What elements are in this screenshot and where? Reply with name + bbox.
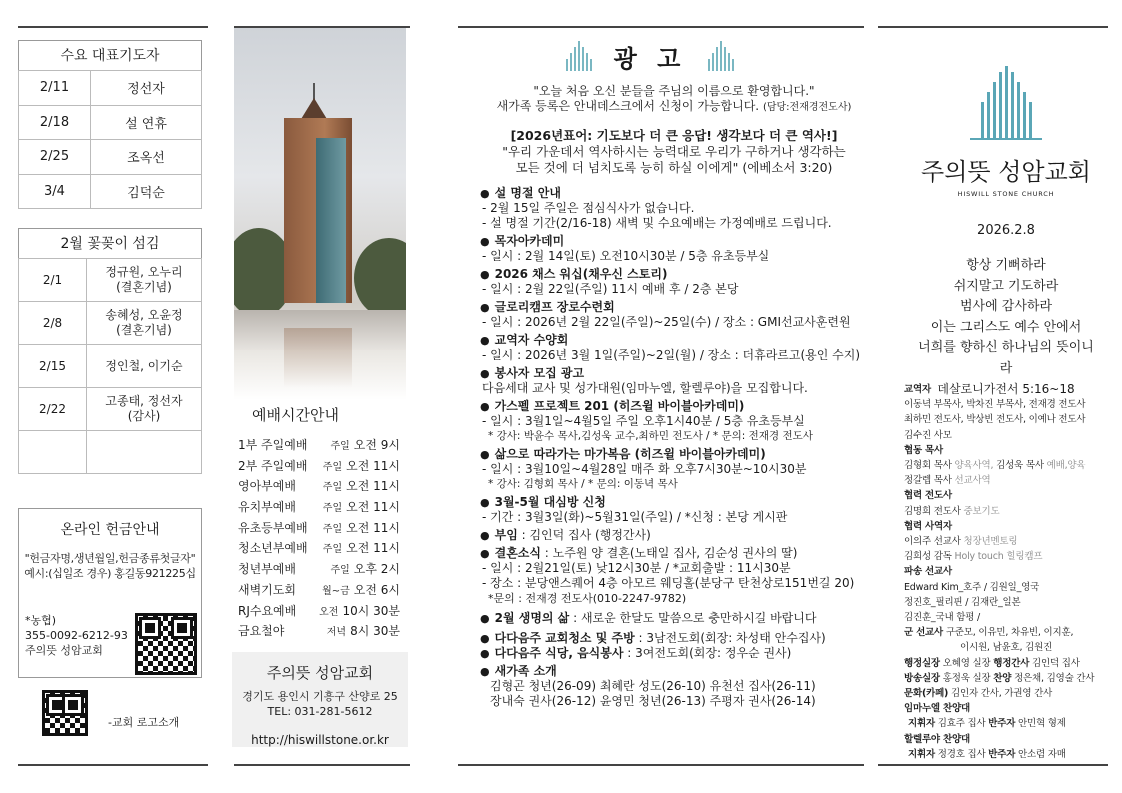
verse-line: 항상 기뻐하라 [966,258,1046,273]
table-row [19,71,202,106]
service-day: 주일 [330,565,350,577]
staff-line: 김진훈_국내 함평 / [904,612,981,624]
staff-list [904,382,1104,762]
service-times-list [238,436,400,643]
staff-name: 정갈렙 목사 [904,475,952,487]
announcement-item [480,546,872,606]
theme-line: "우리 가운데서 역사하시는 능력대로 우리가 구하거나 생각하는 [502,144,846,159]
staff-names: 김효주 집사 [934,718,989,730]
row-note: (결혼기념) [116,280,172,294]
welcome-text: 새가족 등록은 안내데스크에서 신청이 가능합니다. [496,99,760,113]
theme-title: [2026년표어: 기도보다 더 큰 응답! 생각보다 더 큰 역사!] [510,128,838,143]
service-name: 새벽기도회 [238,582,296,597]
staff-name: 김명희 전도사 [904,505,961,517]
announcement-item [480,664,872,709]
row-name: 정선자 [91,71,202,106]
staff-line [904,504,1104,519]
announcement-item [480,366,872,396]
address-line: 경기도 용인시 기흥구 산양로 25 [242,690,398,703]
row-note: (결혼기념) [116,323,172,337]
service-row [238,602,400,623]
announcement-item [480,646,872,661]
staff-names: 김인자 간사, 가권영 간사 [948,688,1053,700]
verse-line: 너희를 향하신 하나님의 뜻이니라 [918,340,1094,376]
announcement-title: 결혼소식 [494,546,541,560]
row-date: 2/8 [19,302,87,345]
announcement-detail: - 일시 : 2026년 2월 22일(주일)~25일(수) / 장소 : GMI선교사훈련원 [482,315,851,329]
staff-role: 양육사역, [951,460,997,472]
theme-line: 모든 것에 더 넘치도록 능히 하실 이에게" (에베소서 3:20) [515,160,833,175]
service-time: 오전 11시 [346,479,400,494]
announcement-item [480,267,872,297]
giving-notice [19,551,201,581]
announcement-title: ● 교역자 수양회 [480,333,872,348]
online-giving-box [18,508,202,678]
announcement-item [480,631,872,646]
service-name: RJ수요예배 [238,603,297,618]
verse-line: 이는 그리스도 예수 안에서 [930,319,1082,335]
announcement-detail: - 일시 : 2월 22일(주일) 11시 예배 후 / 2층 본당 [482,282,739,296]
row-date: 2/11 [19,71,91,106]
staff-heading: 지휘자 [908,718,935,730]
bank-name: *농협) [25,614,57,627]
account-holder: 주의뜻 성암교회 [25,644,103,657]
staff-name: 이의주 선교사 [904,536,961,548]
logo-qr-code[interactable] [42,690,88,736]
announcement-item [480,300,872,330]
staff-role: 예배,양육 [1043,460,1086,472]
table-row [19,140,202,175]
staff-role: 중보기도 [960,505,1000,517]
announcement-detail: : 3여전도회(회장: 정우순 권사) [623,646,792,660]
row-date: 2/1 [19,259,87,302]
announcement-note: *문의 : 전재경 전도사(010-2247-9782) [488,592,687,605]
announcement-detail: - 설 명절 기간(2/16-18) 새벽 및 수요예배는 가정예배로 드립니다. [482,216,832,230]
service-name: 1부 주일예배 [238,438,308,452]
welcome-note: (담당:전재경전도사) [762,102,852,113]
announcement-list [480,186,872,712]
bible-verse [912,256,1100,400]
row-date: 3/4 [19,174,91,209]
staff-line [904,473,1104,488]
announcement-detail: 다음세대 교사 및 성가대원(임마누엘, 할렐루야)을 모집합니다. [482,381,808,395]
empty-cell [19,431,87,474]
table-row [19,302,202,345]
bulletin-date: 2026.2.8 [977,223,1035,238]
service-row [238,436,400,457]
church-title: 주의뜻 성암교회 [921,158,1091,186]
ads-header [566,38,734,74]
year-theme [476,128,872,176]
staff-heading: 찬양 [993,672,1012,684]
staff-line: 이동녁 부목사, 박차진 부목사, 전재경 전도사 [904,399,1086,411]
staff-line: 최하민 전도사, 박상빈 전도사, 이예나 전도사 [904,414,1086,426]
announcement-note: * 강사: 박윤수 목사,김성욱 교수,최하민 전도사 / * 문의: 전재경 전도사 [488,430,813,442]
announcement-detail: - 일시 : 2월21일(토) 낮12시30분 / *교회출발 : 11시30분 [482,561,791,575]
church-contact-box [232,652,408,747]
top-rule [458,26,864,28]
logo-intro-label: -교회 로고소개 [108,716,180,729]
announcement-title: ● 새가족 소개 [480,664,872,679]
announcement-item [480,447,872,492]
service-time: 오후 2시 [353,562,400,577]
table-row [19,259,202,302]
service-day: 월~금 [322,585,350,597]
row-names [87,259,202,302]
top-rule [878,26,1108,28]
row-date: 2/22 [19,388,87,431]
announcement-title: ● 삶으로 따라가는 마가복음 (히즈윌 바이블아카데미) [480,447,872,462]
phone-line: TEL: 031-281-5612 [267,705,373,718]
announcement-title: 다다음주 식당, 음식봉사 [494,646,624,660]
row-date: 2/15 [19,345,87,388]
service-day: 주일 [322,461,343,473]
service-row [238,581,400,602]
row-name: 고종태, 정선자 [105,394,183,408]
staff-role: 청장년멘토링 [960,536,1018,548]
staff-name: 김희성 감독 [904,551,952,563]
service-times-title: 예배시간안내 [252,406,339,424]
flower-title: 2월 꽃꽂이 섬김 [18,228,202,258]
row-name: 정인철, 이기순 [105,358,183,373]
giving-title: 온라인 헌금안내 [60,522,160,538]
staff-line [904,747,1104,762]
announcement-detail: - 장소 : 분당앤스퀘어 4층 아모르 웨딩홀(분당구 탄천상로151번길 20) [482,576,855,590]
announcement-title: ● 3월-5월 대심방 신청 [480,495,872,510]
staff-names: 정경호 집사 [934,748,989,760]
staff-heading: 임마누엘 찬양대 [904,703,970,715]
staff-names: 정은채, 김영술 간사 [1011,672,1095,684]
staff-names: 오혜영 실장 [939,657,994,669]
service-row [238,477,400,498]
announcement-title: ● 글로리캠프 장로수련회 [480,300,872,315]
announcement-item [480,495,872,525]
announcement-detail: - 일시 : 2026년 3월 1일(주일)~2일(월) / 장소 : 더휴라르고(용인 수지) [482,348,861,362]
verse-line: 쉬지말고 기도하라 [953,278,1059,294]
giving-notice-line: 예시:(십일조 경우) 홍길동921225십 [24,567,196,580]
row-name: 정규원, 오누리 [105,265,183,279]
ads-title: 광 고 [613,44,687,73]
staff-heading: 반주자 [988,718,1016,730]
service-time: 10시 30분 [342,603,400,618]
staff-heading: 방송실장 [904,672,940,684]
bottom-rule [878,764,1108,766]
bottom-rule [234,764,410,766]
service-row [238,457,400,478]
staff-heading: 파송 선교사 [904,566,952,578]
announcement-detail: : 김인덕 집사 (행정간사) [517,528,651,542]
announcement-detail: - 2월 15일 주일은 점심식사가 없습니다. [482,201,695,215]
announcement-note: * 강사: 김형회 목사 / * 문의: 이동녁 목사 [488,478,678,490]
staff-name: 김형회 목사 [904,460,952,472]
service-name: 청소년부예배 [238,541,308,556]
announcement-item [480,234,872,264]
staff-line [904,656,1104,671]
announcement-title: 부임 [494,528,518,542]
prayer-table [18,40,202,209]
row-names [87,388,202,431]
service-row [238,519,400,540]
announcement-detail: 김형곤 청년(26-09) 최혜란 성도(26-10) 유천선 집사(26-11) [490,679,816,693]
welcome-line [476,99,872,115]
welcome-line: "오늘 처음 오신 분들을 주님의 이름으로 환영합니다." [533,84,815,98]
service-name: 2부 주일예배 [238,458,308,473]
service-name: 유초등부예배 [238,520,308,535]
staff-line: Edward Kim_호주 / 김원일_영국 [904,581,1040,593]
announcement-item [480,333,872,363]
church-building-photo [234,28,406,400]
staff-line [904,625,1104,640]
announcement-detail: - 일시 : 3월10일~4월28일 매주 화 오후7시30분~10시30분 [482,462,807,476]
church-logo-icon [970,66,1042,138]
service-name: 금요철야 [238,624,285,639]
announcement-title: 다다음주 교회청소 및 주방 [494,631,635,645]
verse-reference: 데살로니가전서 5:16~18 [937,382,1075,396]
row-note: (감사) [127,409,161,423]
staff-line [904,716,1104,731]
service-name: 영아부예배 [238,479,296,494]
row-names [87,345,202,388]
church-logo-icon [708,41,734,71]
verse-line: 범사에 감사하라 [959,299,1053,314]
row-name: 김덕순 [91,174,202,209]
service-time: 오전 9시 [353,438,400,452]
service-time: 오전 6시 [353,582,400,597]
staff-line: 정진호_필리핀 / 김재란_일본 [904,596,1021,608]
announcement-title: ● 목자아카데미 [480,234,872,249]
staff-heading: 군 선교사 [904,627,944,639]
staff-heading: 반주자 [988,748,1016,760]
announcement-item [480,528,872,543]
bottom-rule [458,764,864,766]
service-time: 오전 11시 [346,458,400,473]
row-name: 설 연휴 [91,105,202,140]
announcement-title: ● 가스펠 프로젝트 201 (히즈윌 바이블아카데미) [480,399,872,414]
account-number: 355-0092-6212-93 [25,629,128,642]
announcement-item [480,611,872,626]
bottom-rule [18,764,208,766]
staff-heading: 협동 목사 [904,444,944,456]
welcome-message [476,84,872,115]
staff-name: 김성욱 목사 [996,460,1044,472]
service-row [238,498,400,519]
logo-base-line [970,138,1042,140]
service-time: 8시 30분 [350,624,400,639]
row-name: 조옥선 [91,140,202,175]
staff-heading: 문화(카페) [904,688,949,700]
service-day: 주일 [322,482,343,494]
flower-table [18,228,202,474]
giving-qr-code[interactable] [135,613,197,675]
service-time: 오전 11시 [346,500,400,515]
staff-line [904,686,1104,701]
service-row [238,539,400,560]
table-row [19,388,202,431]
announcement-title: ● 2026 채스 워십(채우신 스토리) [480,267,872,282]
staff-line [904,671,1104,686]
staff-heading: 행정간사 [993,657,1030,669]
staff-line: 김수진 사모 [904,429,952,441]
staff-heading: 협력 사역자 [904,520,952,532]
row-date: 2/25 [19,140,91,175]
staff-heading: 교역자 [904,384,931,395]
row-date: 2/18 [19,105,91,140]
service-name: 청년부예배 [238,562,296,577]
row-names [87,302,202,345]
staff-names: 안소렴 자매 [1015,748,1066,760]
staff-names: 구준모, 이유민, 차유빈, 이지훈, [943,627,1074,639]
staff-names: 안민혁 형제 [1015,718,1066,730]
top-rule [18,26,208,28]
church-address [232,689,408,719]
table-row [19,345,202,388]
service-row [238,560,400,581]
announcement-detail: - 일시 : 3월1일~4월5일 주일 오후1시40분 / 5층 유초등부실 [482,414,805,428]
service-day: 주일 [330,441,350,452]
staff-heading: 협력 전도사 [904,490,952,502]
service-time: 오전 11시 [346,541,400,556]
bank-info [25,613,128,658]
announcement-detail: : 새로운 한달도 말씀으로 충만하시길 바랍니다 [569,611,817,625]
row-name: 송혜성, 오윤정 [105,308,183,322]
announcement-detail: - 기간 : 3월3일(화)~5월31일(주일) / *신청 : 본당 게시판 [482,510,788,524]
staff-line: 이시원, 남윤호, 김원진 [960,642,1053,654]
table-row [19,431,202,474]
announcement-item [480,186,872,231]
prayer-title: 수요 대표기도자 [18,40,202,70]
service-day: 주일 [322,544,343,556]
staff-heading: 행정실장 [904,657,940,669]
announcement-title: 2월 생명의 삶 [494,611,570,625]
announcement-detail: 장내숙 권사(26-12) 윤영민 청년(26-13) 주평자 권사(26-14) [490,694,816,708]
announcement-title: ● 봉사자 모집 광고 [480,366,872,381]
announcement-detail: : 3남전도회(회장: 차성태 안수집사) [634,631,826,645]
service-time: 오전 11시 [346,520,400,535]
staff-heading: 할렐루야 찬양대 [904,733,970,745]
service-row [238,622,400,643]
church-logo-icon [566,41,592,71]
giving-notice-line: "헌금자명,생년월일,헌금종류첫글자" [24,552,196,565]
table-row [19,174,202,209]
staff-names: 홍정욱 실장 [939,672,994,684]
table-row [19,105,202,140]
announcement-item [480,399,872,444]
announcement-title: ● 설 명절 안내 [480,186,872,201]
staff-line [904,458,1104,473]
service-day: 주일 [322,523,343,535]
website-link[interactable]: http://hiswillstone.or.kr [251,733,389,747]
staff-line [904,549,1104,564]
service-day: 오전 [319,606,339,618]
panel-left [18,40,208,474]
church-title-en: HISWILL STONE CHURCH [957,190,1055,198]
staff-names: 김인덕 집사 [1029,657,1080,669]
staff-role: Holy touch 힐링캠프 [951,551,1043,563]
service-name: 유치부예배 [238,500,296,515]
staff-role: 선교사역 [951,475,991,487]
service-day: 주일 [322,503,343,515]
church-name: 주의뜻 성암교회 [266,664,374,682]
staff-heading: 지휘자 [908,748,935,760]
announcement-detail: : 노주원 양 결혼(노태일 집사, 김순성 권사의 딸) [540,546,798,560]
empty-cell [87,431,202,474]
staff-line [904,534,1104,549]
announcement-detail: - 일시 : 2월 14일(토) 오전10시30분 / 5층 유초등부실 [482,249,770,263]
service-day: 저녁 [326,627,347,639]
